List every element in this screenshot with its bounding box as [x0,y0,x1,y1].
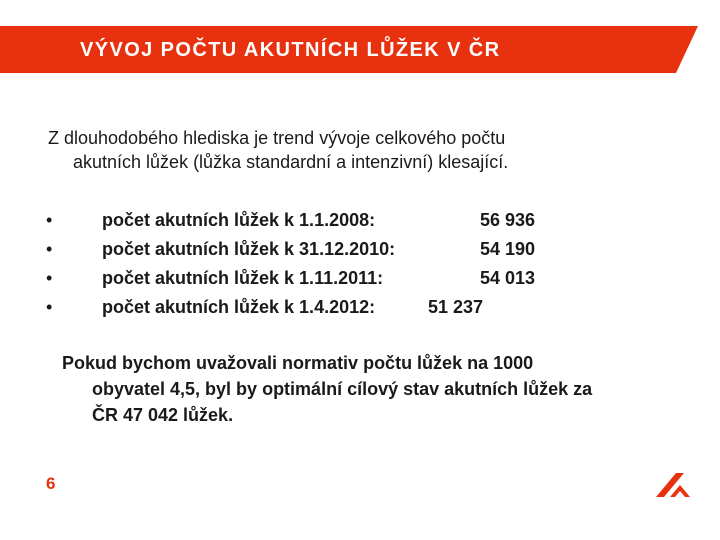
bullet-icon: • [46,297,53,317]
bullet-label: počet akutních lůžek k 1.4.2012: [102,297,376,317]
list-item [46,264,646,293]
bullet-label: počet akutních lůžek k 1.11.2011: [102,268,384,288]
red-triangle-logo-icon [650,470,698,498]
note-line-2: obyvatel 4,5, byl by optimální cílový stav akutních lůžek za [92,379,593,399]
note-line-1: Pokud bychom uvažovali normativ počtu lůžek na 1000 [62,353,534,373]
bullet-value: 54 013 [480,268,536,288]
list-item [46,293,646,322]
note-line-3: ČR 47 042 lůžek. [92,405,234,425]
bullet-value: 51 237 [428,297,484,317]
intro-line-1: Z dlouhodobého hlediska je trend vývoje celkového počtu [48,128,506,148]
bullet-icon: • [46,239,53,259]
bullet-label: počet akutních lůžek k 1.1.2008: [102,210,376,230]
bullet-label: počet akutních lůžek k 31.12.2010: [102,239,396,259]
note-paragraph [62,350,702,428]
bullet-list [46,206,646,322]
list-item [46,235,646,264]
page-number: 6 [46,474,56,493]
bullet-icon: • [46,210,53,230]
intro-paragraph [48,126,688,174]
bullet-value: 54 190 [480,239,536,259]
slide-title: VÝVOJ POČTU AKUTNÍCH LŮŽEK V ČR [80,39,501,61]
intro-line-2: akutních lůžek (lůžka standardní a intenzivní) klesající. [73,152,509,172]
bullet-value: 56 936 [480,210,536,230]
bullet-icon: • [46,268,53,288]
list-item [46,206,646,235]
